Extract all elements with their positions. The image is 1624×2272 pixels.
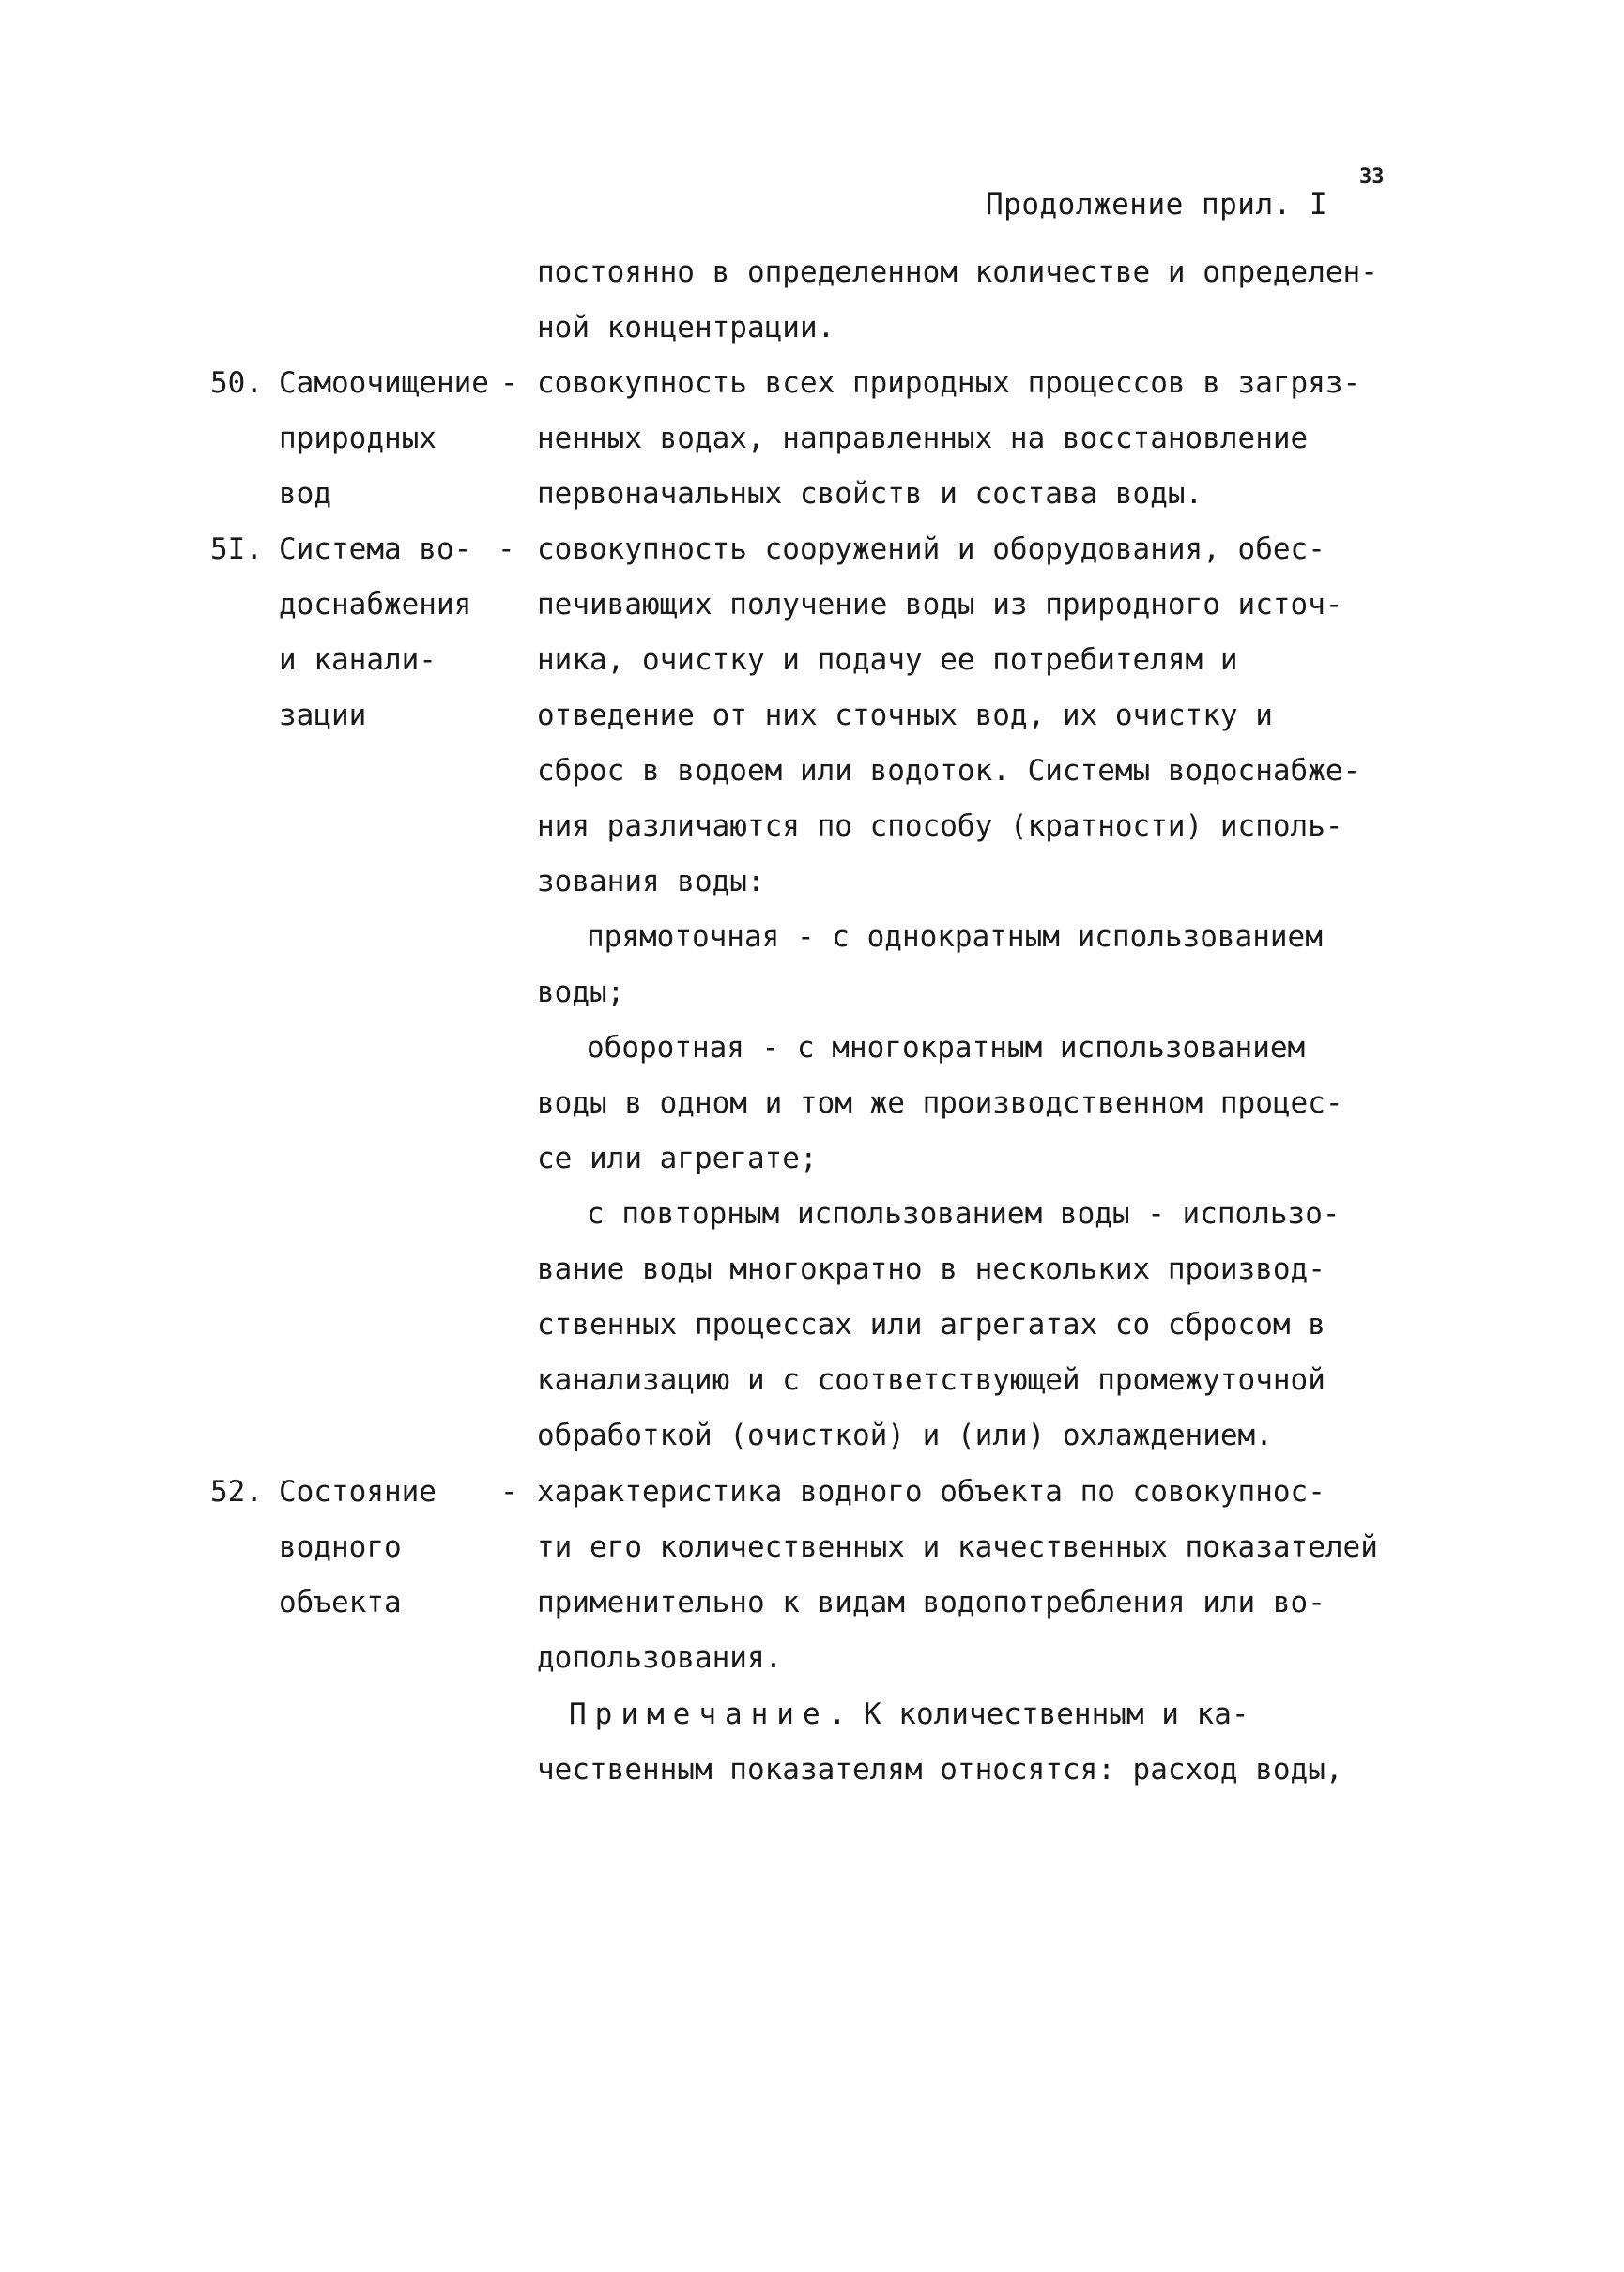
subitem-line: воды; [537, 975, 625, 1009]
term-name-line: зации [279, 698, 367, 732]
term-dash: - [498, 532, 515, 566]
definition-line: совокупность сооружений и оборудования, обес- [537, 532, 1325, 566]
definition-line: применительно к видам водопотребления или во- [537, 1586, 1325, 1620]
intro-line: ной концентрации. [537, 311, 835, 345]
subitem-first-line: оборотная - с многократным использованием [587, 1031, 1306, 1065]
term-name-line: природных [279, 422, 437, 455]
term-dash: - [500, 1475, 518, 1509]
term-name-line: вод [279, 477, 331, 511]
note-first-line-rest: . К количественным и ка- [828, 1697, 1249, 1731]
subitem-line: обработкой (очисткой) и (или) охлаждением. [537, 1419, 1273, 1452]
subitem-first-line: с повторным использованием воды - использо- [587, 1197, 1341, 1231]
subitem-line: се или агрегате; [537, 1142, 818, 1175]
definition-line: отведение от них сточных вод, их очистку и [537, 698, 1273, 732]
term-dash: - [500, 366, 518, 400]
subitem-line: воды в одном и том же производственном процес- [537, 1086, 1343, 1120]
subitem-first-line: прямоточная - с однократным использованием [587, 920, 1323, 954]
definition-line: ния различаются по способу (кратности) исполь- [537, 809, 1343, 843]
definition-line: характеристика водного объекта по совокупнос- [537, 1475, 1325, 1509]
note-first-line [569, 1696, 1249, 1733]
definition-line: ника, очистку и подачу ее потребителям и [537, 643, 1238, 677]
definition-line: допользования. [537, 1641, 783, 1675]
subitem-line: канализацию и с соответствующей промежуточной [537, 1363, 1325, 1397]
page-header-title: Продолжение прил. I [986, 188, 1328, 222]
term-name-line: и канали- [279, 643, 437, 677]
page-number: 33 [1359, 165, 1385, 189]
definition-line: сброс в водоем или водоток. Системы водоснабже- [537, 754, 1361, 788]
term-number: 5I. [210, 532, 263, 566]
term-name-line: водного [279, 1530, 402, 1564]
subitem-line: вание воды многократно в нескольких производ- [537, 1252, 1325, 1286]
term-name-line: Состояние [279, 1475, 437, 1509]
subitem-line: ственных процессах или агрегатах со сбросом в [537, 1308, 1325, 1342]
term-name-line: объекта [279, 1586, 402, 1620]
term-name-line: Система во- [279, 532, 472, 566]
definition-line: ти его количественных и качественных показателей [537, 1530, 1378, 1564]
term-number: 50. [210, 366, 263, 400]
term-name-line: доснабжения [279, 588, 472, 622]
term-number: 52. [210, 1475, 263, 1509]
definition-line: печивающих получение воды из природного источ- [537, 588, 1343, 622]
definition-line: первоначальных свойств и состава воды. [537, 477, 1203, 511]
note-label: Примечание [569, 1697, 829, 1731]
definition-line: зования воды: [537, 865, 765, 898]
note-line: чественным показателям относятся: расход воды, [537, 1753, 1343, 1787]
definition-line: совокупность всех природных процессов в загряз- [537, 366, 1361, 400]
intro-line: постоянно в определенном количестве и определен- [537, 255, 1378, 289]
definition-line: ненных водах, направленных на восстановление [537, 422, 1309, 455]
term-name-line: Самоочищение [279, 366, 489, 400]
